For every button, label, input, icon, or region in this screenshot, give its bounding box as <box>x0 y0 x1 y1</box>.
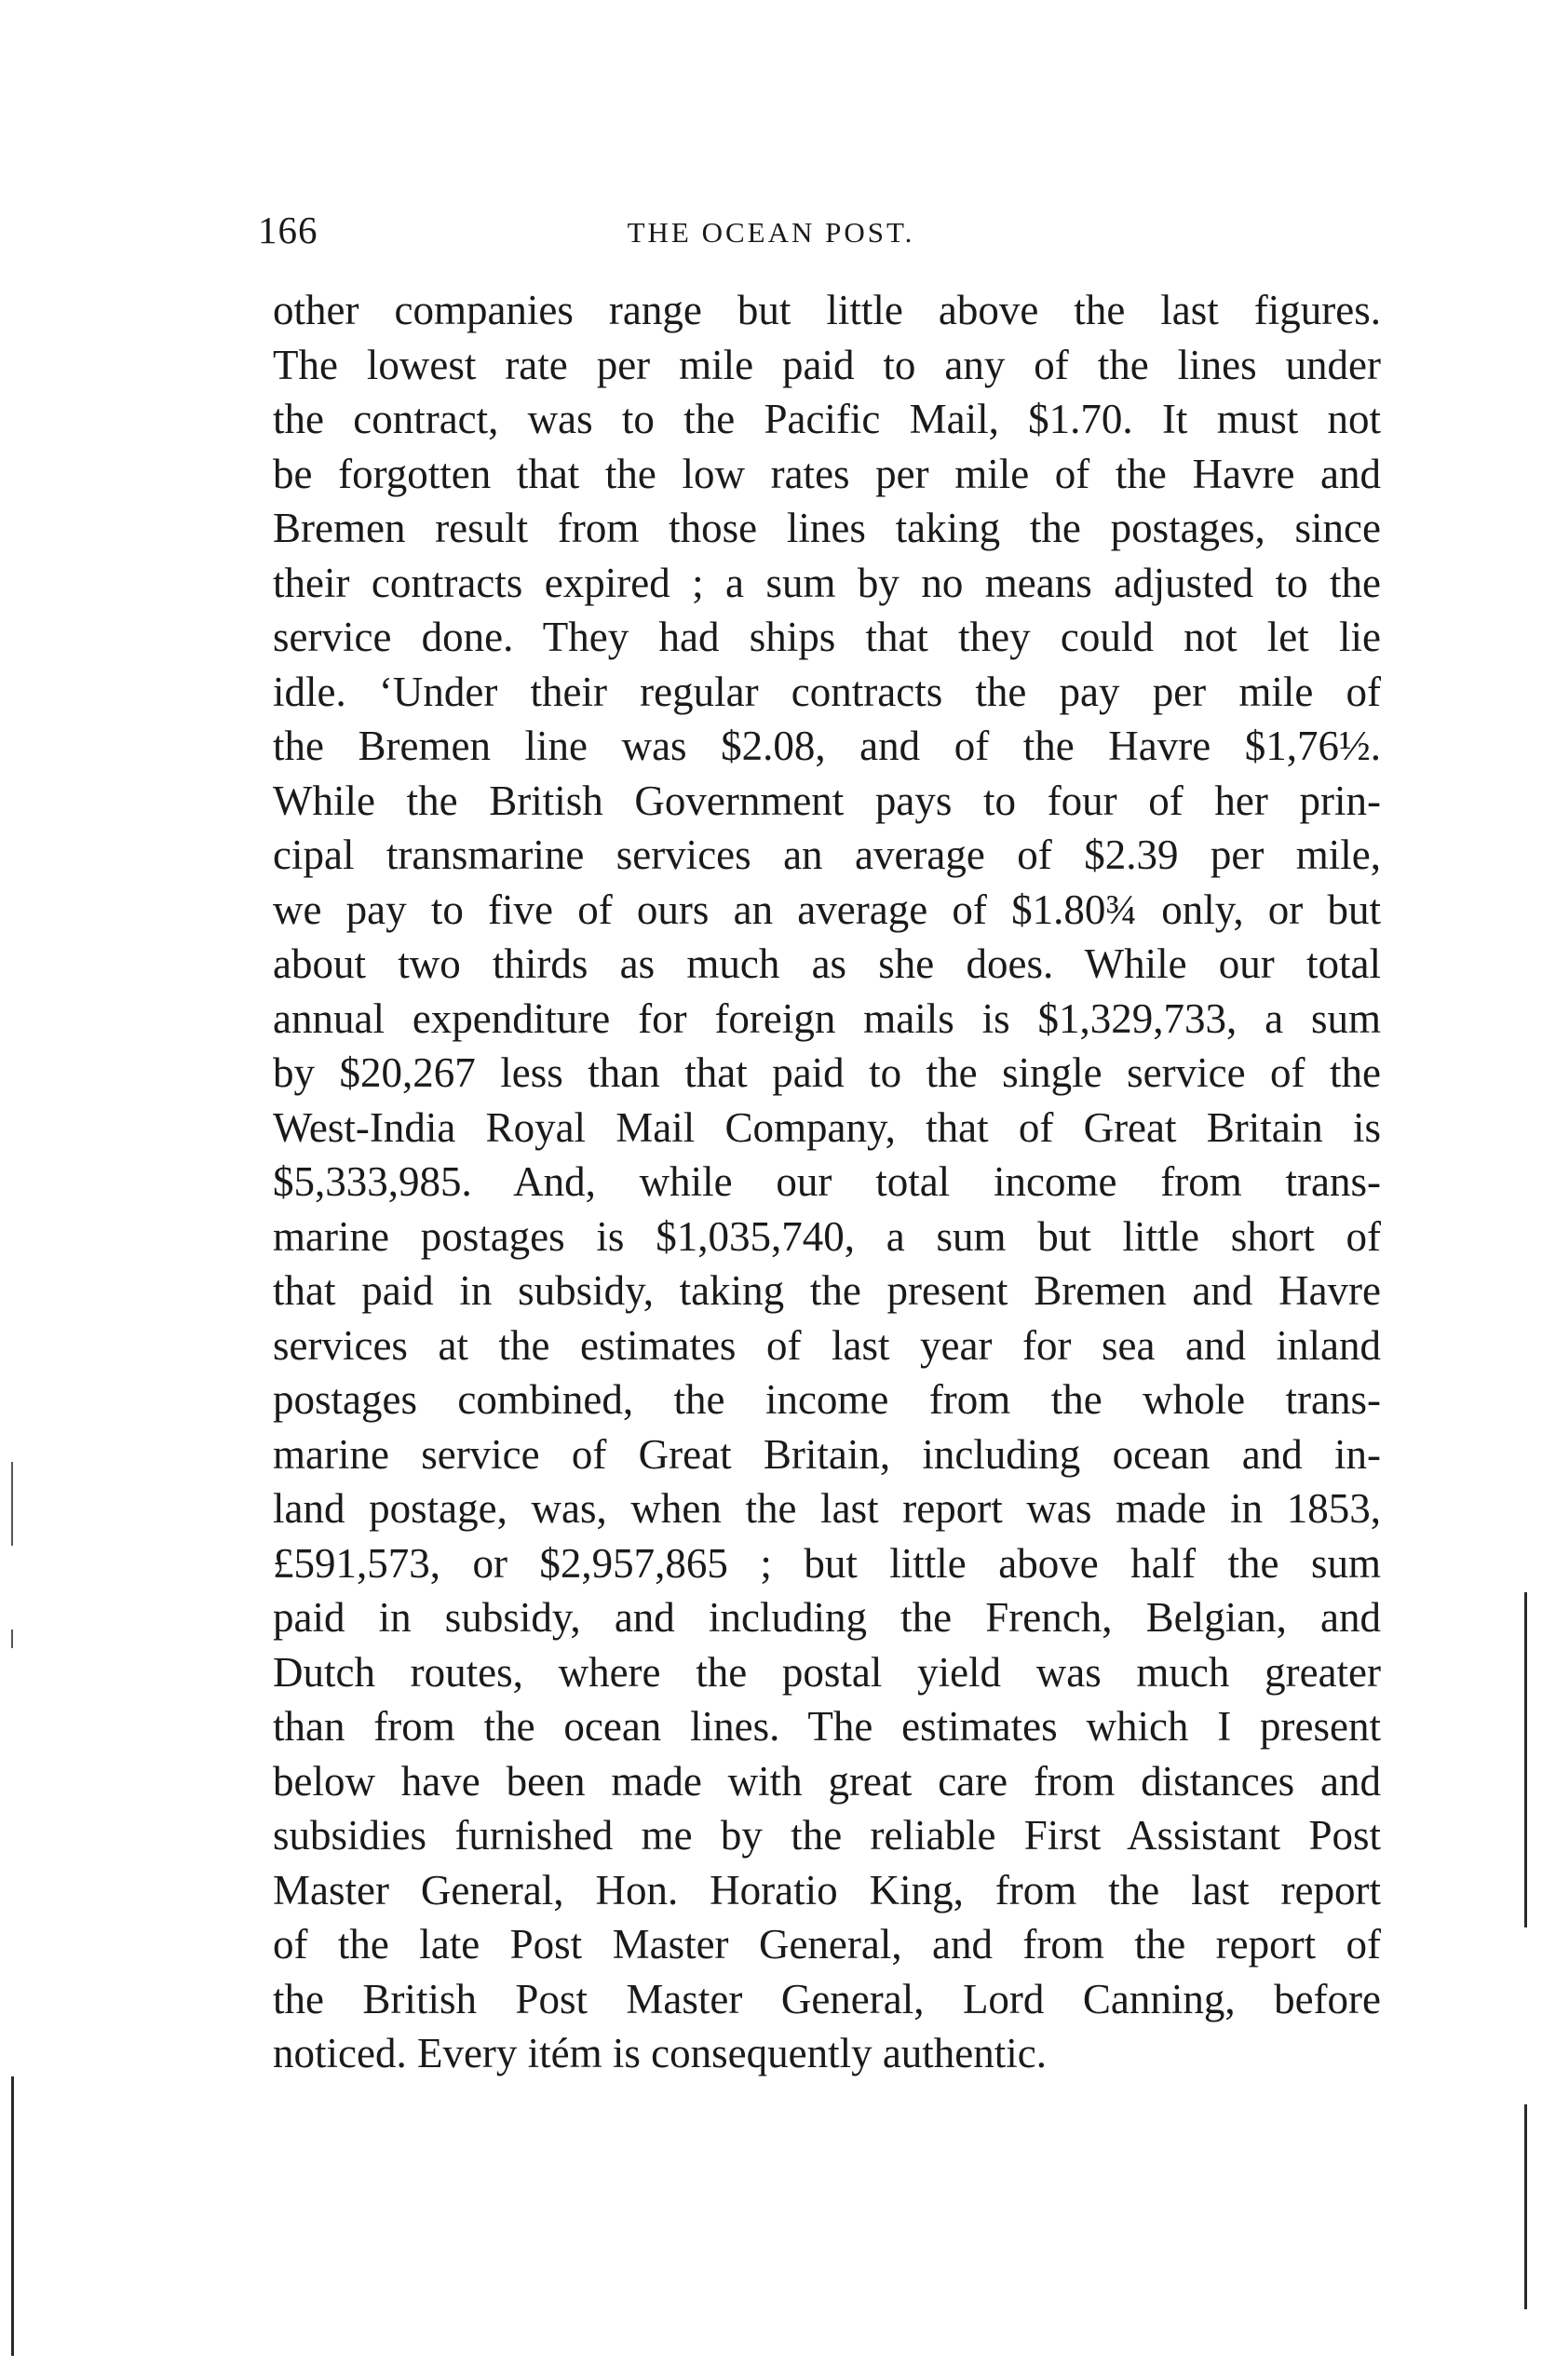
text-line: of the late Post Master General, and from the report of <box>273 1921 1381 1968</box>
text-line: subsidies furnished me by the reliable First Assistant Post <box>273 1812 1381 1859</box>
text-line: by $20,267 less than that paid to the single service of the <box>273 1049 1381 1096</box>
text-line: other companies range but little above the last figures. <box>273 287 1381 333</box>
left-edge-rule <box>11 2076 14 2356</box>
text-line: marine service of Great Britain, including ocean and in- <box>273 1430 1381 1478</box>
text-line: While the British Government pays to four of her prin- <box>273 777 1381 824</box>
right-edge-rule-lower <box>1524 2104 1527 2309</box>
text-line: £591,573, or $2,957,865 ; but little above half the sum <box>273 1539 1381 1587</box>
text-line: cipal transmarine services an average of $2.39 per mile, <box>273 832 1381 878</box>
text-line: we pay to five of ours an average of $1.80¾ only, or but <box>273 886 1381 933</box>
text-line: The lowest rate per mile paid to any of the lines under <box>273 341 1381 388</box>
text-line: services at the estimates of last year for sea and inland <box>273 1321 1381 1369</box>
text-line: about two thirds as much as she does. While our total <box>273 940 1381 987</box>
text-line: that paid in subsidy, taking the present Bremen and Havre <box>273 1267 1381 1314</box>
text-line: $5,333,985. And, while our total income from trans- <box>273 1158 1381 1205</box>
text-line: Dutch routes, where the postal yield was much greater <box>273 1648 1381 1696</box>
text-line: idle. ‘Under their regular contracts the pay per mile of <box>273 668 1381 715</box>
text-line: Master General, Hon. Horatio King, from the last report <box>273 1866 1381 1913</box>
text-line: Bremen result from those lines taking the postages, since <box>273 505 1381 551</box>
left-margin-mark <box>11 1462 13 1546</box>
page-number: 166 <box>258 209 318 251</box>
text-line: marine postages is $1,035,740, a sum but little short of <box>273 1212 1381 1260</box>
text-line: land postage, was, when the last report was made in 1853, <box>273 1485 1381 1532</box>
text-line: service done. They had ships that they could not let lie <box>273 614 1381 660</box>
text-line: the Bremen line was $2.08, and of the Havre $1,76½. <box>273 723 1381 769</box>
text-line: below have been made with great care from distances and <box>273 1757 1381 1805</box>
text-line: their contracts expired ; a sum by no means adjusted to the <box>273 559 1381 606</box>
text-line: postages combined, the income from the whole trans- <box>273 1376 1381 1423</box>
text-line: be forgotten that the low rates per mile of the Havre and <box>273 450 1381 497</box>
right-edge-rule <box>1524 1592 1527 1927</box>
text-line: the contract, was to the Pacific Mail, $1.70. It must not <box>273 396 1381 442</box>
text-line: annual expenditure for foreign mails is $1,329,733, a sum <box>273 994 1381 1042</box>
body-text <box>273 283 1381 2081</box>
text-line: West-India Royal Mail Company, that of Great Britain is <box>273 1103 1381 1151</box>
text-line: noticed. Every itém is consequently authentic. <box>273 2030 1048 2076</box>
left-margin-mark <box>11 1629 13 1648</box>
text-line: the British Post Master General, Lord Canning, before <box>273 1975 1381 2022</box>
text-line: than from the ocean lines. The estimates which I present <box>273 1703 1381 1750</box>
running-title: THE OCEAN POST. <box>627 216 915 249</box>
text-line: paid in subsidy, and including the French, Belgian, and <box>273 1594 1381 1641</box>
